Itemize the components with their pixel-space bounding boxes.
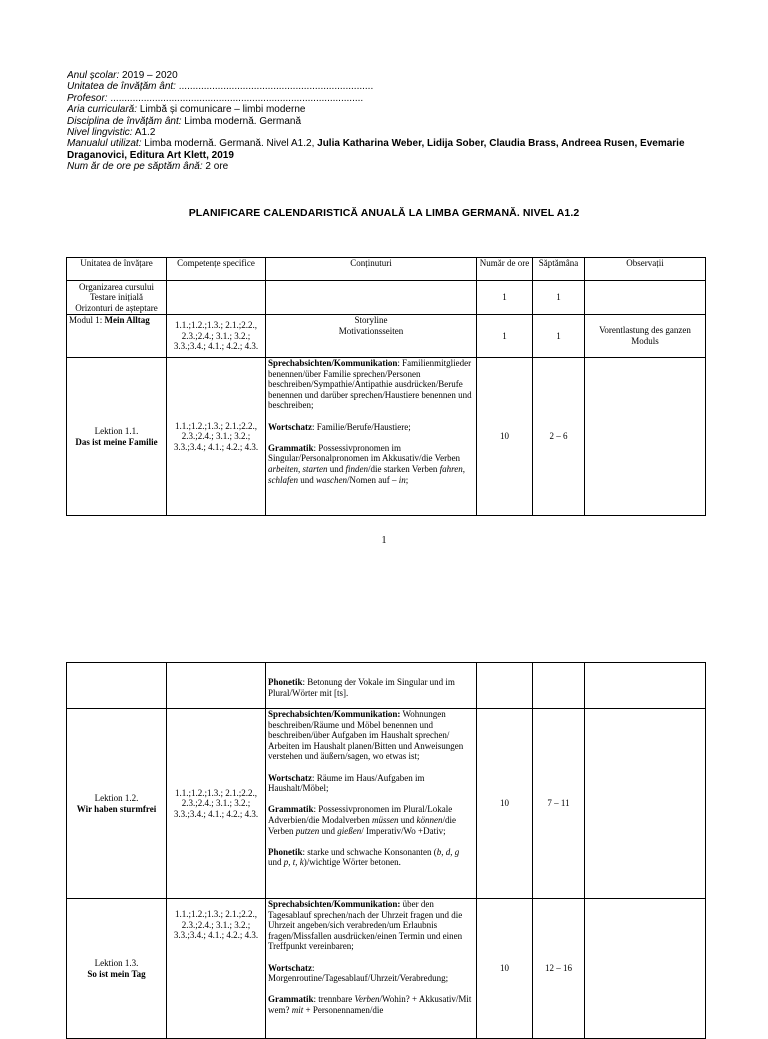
grammar-term: arbeiten	[268, 463, 298, 474]
competences-cell: 1.1.;1.2.;1.3.; 2.1.;2.2., 2.3.;2.4.; 3.1.; 3.2.; 3.3.;3.4.; 4.1.; 4.2.; 4.3.	[167, 709, 266, 899]
table-row	[67, 709, 706, 899]
teacher-label: Profesor:	[67, 92, 108, 104]
phonetics-letter: b	[436, 846, 442, 857]
phonetics-label: Phonetik	[268, 676, 303, 687]
vocabulary-label: Wortschatz	[268, 962, 312, 973]
week-cell: 1	[533, 315, 585, 358]
level-line	[67, 127, 707, 138]
discipline-value: Limba modernă. Germană	[184, 115, 302, 127]
col-header-hours: Număr de ore	[477, 258, 533, 281]
table-row	[67, 315, 706, 358]
unit-cell	[67, 281, 167, 315]
unit-cell	[67, 709, 167, 899]
lesson-title: Wir haben sturmfrei	[76, 803, 157, 814]
competences-cell: 1.1.;1.2.;1.3.; 2.1.;2.2., 2.3.;2.4.; 3.1.; 3.2.; 3.3.;3.4.; 4.1.; 4.2.; 4.3.	[167, 315, 266, 358]
module-prefix: Modul 1:	[69, 315, 105, 325]
teacher-value: ...........................................................................................	[110, 92, 364, 104]
grammar-text: und	[329, 463, 344, 474]
curricular-area-line	[67, 104, 707, 115]
grammar-term: finden	[345, 463, 369, 474]
table-row	[67, 899, 706, 1039]
school-year-value: 2019 – 2020	[122, 70, 178, 81]
grammar-text: und	[400, 814, 415, 825]
lesson-number: Lektion 1.1.	[94, 425, 139, 436]
col-header-week: Săptămâna	[533, 258, 585, 281]
hours-value: 2 ore	[205, 161, 229, 173]
unit-line: Orizonturi de așteptare	[75, 302, 158, 313]
week-cell: 12 – 16	[533, 899, 585, 1039]
textbook-label: Manualul utilizat:	[67, 138, 142, 150]
col-header-unit: Unitatea de învățare	[67, 258, 167, 281]
phonetics-text: )/wichtige Wörter betonen.	[303, 857, 401, 868]
communication-label: Sprechabsichten/Kommunikation:	[268, 709, 401, 719]
discipline-line	[67, 116, 707, 127]
hours-label: Num ăr de ore pe săptăm ână:	[67, 161, 203, 173]
discipline-label: Disciplina de învățăm ânt:	[67, 115, 182, 127]
vocabulary-paragraph: Wortschatz: Räume im Haus/Aufgaben im Haushalt/Möbel;	[268, 772, 425, 794]
vocabulary-label: Wortschatz	[268, 421, 312, 432]
competences-cell	[167, 663, 266, 709]
phonetics-text: Betonung der Vokale im Singular und im Plural/Wörter mit [ts].	[268, 676, 455, 698]
contents-cell	[266, 899, 477, 1039]
col-header-notes: Observații	[585, 258, 706, 281]
lesson-title: Das ist meine Familie	[75, 436, 158, 447]
grammar-text: /Nomen auf –	[347, 474, 397, 485]
lesson-number: Lektion 1.3.	[94, 957, 139, 968]
phonetics-letter: k	[299, 857, 304, 868]
lesson-title: So ist mein Tag	[87, 968, 146, 979]
grammar-text: Possessivpronomen im Singular/Personalpronomen im Akkusativ/die Verben	[268, 442, 461, 464]
table-row	[67, 281, 706, 315]
textbook-value: Limba modernă. Germană. Nivel A1.2,	[144, 138, 315, 150]
contents-cell	[266, 709, 477, 899]
module-name: Mein Alltag	[104, 315, 150, 325]
grammar-term: waschen	[316, 474, 347, 485]
phonetics-paragraph: Phonetik: Betonung der Vokale im Singular und im Plural/Wörter mit [ts].	[268, 676, 455, 698]
planning-table-page2	[66, 662, 706, 1039]
curricular-area-value: Limbă și comunicare – limbi moderne	[139, 104, 306, 116]
grammar-term: können	[416, 814, 443, 825]
grammar-text: /Wohin? + Akkusativ/Mit wem?	[268, 994, 472, 1015]
content-line: Storyline	[354, 315, 388, 325]
grammar-label: Grammatik	[268, 994, 314, 1005]
week-cell: 1	[533, 281, 585, 315]
content-line: Motivationsseiten	[338, 325, 404, 336]
hours-cell: 10	[477, 899, 533, 1039]
contents-cell	[266, 358, 477, 516]
grammar-text: und	[300, 474, 314, 485]
hours-cell	[477, 663, 533, 709]
communication-text: Wohnungen beschreiben/Räume und Möbel benennen und beschreiben/über Aufgaben im Haushalt sprechen/ Arbeiten im Haushalt planen/Bitten und Anweisungen verstehen und äußern/sagen, wo etwas ist;	[268, 709, 464, 762]
grammar-text: Possessivpronomen im Plural/Lokale Adverbien/die Modalverben	[268, 804, 453, 825]
competences-cell: 1.1.;1.2.;1.3.; 2.1.;2.2., 2.3.;2.4.; 3.1.; 3.2.; 3.3.;3.4.; 4.1.; 4.2.; 4.3.	[167, 358, 266, 516]
notes-cell	[585, 709, 706, 899]
unit-cell	[67, 663, 167, 709]
communication-paragraph: Sprechabsichten/Kommunikation: Familienmitglieder benennen/über Familie sprechen/Personen beschreiben/Sympathie/Antipathie ausdrücken/Berufe benennen und darüber sprechen/Haustiere benennen und beschreiben;	[268, 358, 472, 411]
grammar-term: in	[398, 474, 406, 485]
table-header-row	[67, 258, 706, 281]
grammar-term: putzen	[295, 825, 320, 836]
competences-cell	[167, 899, 266, 1039]
unit-line: Organizarea cursului	[78, 281, 155, 292]
phonetics-label: Phonetik	[268, 846, 303, 857]
notes-cell	[585, 899, 706, 1039]
competences-text: 1.1.;1.2.;1.3.; 2.1.;2.2., 2.3.;2.4.; 3.1.; 3.2.; 3.3.;3.4.; 4.1.; 4.2.; 4.3.	[173, 909, 259, 941]
grammar-text: / Imperativ/Wo +Dativ;	[361, 825, 446, 836]
grammar-label: Grammatik	[268, 442, 314, 453]
grammar-term: schlafen	[268, 474, 298, 485]
phonetics-letter: d	[445, 846, 451, 857]
grammar-label: Grammatik	[268, 804, 314, 815]
grammar-text: trennbare	[318, 994, 353, 1005]
contents-cell	[266, 663, 477, 709]
level-label: Nivel lingvistic:	[67, 127, 133, 139]
grammar-text: und	[321, 825, 335, 836]
grammar-paragraph: Grammatik: trennbare Verben/Wohin? + Akkusativ/Mit wem? mit + Personennamen/die	[268, 994, 472, 1015]
phonetics-letter: p	[283, 857, 289, 868]
grammar-term: fahren	[439, 463, 463, 474]
competences-cell	[167, 281, 266, 315]
textbook-authors: Julia Katharina Weber, Lidija Sober, Claudia Brass, Andreea Rusen, Evemarie	[317, 138, 685, 150]
unit-cell	[67, 899, 167, 1039]
grammar-paragraph: Grammatik: Possessivpronomen im Plural/Lokale Adverbien/die Modalverben müssen und können/die Verben putzen und gießen/ Imperativ/Wo +Dativ;	[268, 804, 456, 836]
hours-cell: 1	[477, 315, 533, 358]
school-year-label: Anul școlar:	[67, 70, 120, 81]
planning-table-page1	[66, 257, 706, 516]
notes-cell	[585, 281, 706, 315]
hours-cell: 10	[477, 358, 533, 516]
grammar-text: /die Verben	[268, 814, 456, 836]
communication-text: Familienmitglieder benennen/über Familie sprechen/Personen beschreiben/Sympathie/Antipathie ausdrücken/Berufe benennen und darüber sprechen/Haustiere benennen und beschreiben;	[268, 358, 472, 411]
grammar-term: starten	[302, 463, 328, 474]
phonetics-letter: t	[292, 857, 296, 868]
page-number: 1	[381, 535, 387, 546]
vocabulary-paragraph: Wortschatz: Familie/Berufe/Haustiere;	[268, 421, 411, 432]
grammar-term: mit	[291, 1004, 304, 1015]
week-cell: 7 – 11	[533, 709, 585, 899]
contents-cell	[266, 281, 477, 315]
communication-label: Sprechabsichten/Kommunikation:	[268, 899, 401, 909]
textbook-publisher: Draganovici, Editura Art Klett, 2019	[67, 149, 234, 161]
document-title: PLANIFICARE CALENDARISTICĂ ANUALĂ LA LIMBA GERMANĂ. NIVEL A1.2	[188, 207, 580, 219]
unit-line: Testare inițială	[89, 292, 144, 303]
hours-line	[67, 161, 707, 172]
vocabulary-text: Familie/Berufe/Haustiere;	[316, 421, 411, 432]
notes-cell	[585, 358, 706, 516]
communication-paragraph	[268, 899, 474, 952]
curricular-area-label: Aria curriculară:	[67, 104, 138, 116]
grammar-paragraph: Grammatik: Possessivpronomen im Singular/Personalpronomen im Akkusativ/die Verben arbeiten, starten und finden/die starken Verben fahren, schlafen und waschen/Nomen auf – in;	[268, 442, 465, 485]
grammar-term: müssen	[371, 814, 399, 825]
textbook-line	[67, 138, 707, 149]
level-value: A1.2	[134, 127, 156, 139]
hours-cell: 10	[477, 709, 533, 899]
hours-cell: 1	[477, 281, 533, 315]
school-unit-line	[67, 81, 707, 92]
communication-paragraph	[268, 709, 474, 762]
teacher-line	[67, 93, 707, 104]
notes-cell	[585, 663, 706, 709]
notes-cell: Vorentlastung des ganzen Moduls	[585, 315, 706, 358]
week-cell	[533, 663, 585, 709]
col-header-competences: Competențe specifice	[167, 258, 266, 281]
vocabulary-text: Räume im Haus/Aufgaben im Haushalt/Möbel;	[268, 772, 425, 794]
grammar-text: + Personennamen/die	[305, 1004, 384, 1015]
unit-cell	[67, 358, 167, 516]
grammar-term: Verben	[354, 994, 380, 1005]
lesson-number: Lektion 1.2.	[94, 792, 139, 803]
grammar-text: /die starken Verben	[368, 463, 438, 474]
vocabulary-label: Wortschatz	[268, 772, 312, 783]
school-unit-value: ......................................................................	[178, 81, 374, 93]
school-unit-label: Unitatea de învățăm ânt:	[67, 81, 176, 93]
vocabulary-paragraph: Wortschatz: Morgenroutine/Tagesablauf/Uhrzeit/Verabredung;	[268, 962, 449, 984]
table-row	[67, 663, 706, 709]
week-cell: 2 – 6	[533, 358, 585, 516]
document-header	[67, 70, 707, 173]
vocabulary-text: Morgenroutine/Tagesablauf/Uhrzeit/Verabredung;	[268, 973, 449, 984]
phonetics-paragraph: Phonetik: starke und schwache Konsonanten (b, d, g und p, t, k)/wichtige Wörter betonen.	[268, 846, 460, 868]
school-year-line	[67, 70, 707, 81]
table-row	[67, 358, 706, 516]
col-header-contents: Conținuturi	[266, 258, 477, 281]
grammar-term: gießen	[337, 825, 362, 836]
communication-label: Sprechabsichten/Kommunikation	[268, 358, 398, 368]
contents-cell	[266, 315, 477, 358]
phonetics-text: starke und schwache Konsonanten (	[307, 846, 437, 857]
unit-cell	[67, 315, 167, 358]
phonetics-letter: g	[454, 846, 460, 857]
communication-text: über den Tagesablauf sprechen/nach der Uhrzeit fragen und die Uhrzeit angeben/sich verabreden/um Erlaubnis fragen/Missfallen ausdrücken/einen Termin und einen Treffpunkt vereinbaren;	[268, 899, 463, 952]
